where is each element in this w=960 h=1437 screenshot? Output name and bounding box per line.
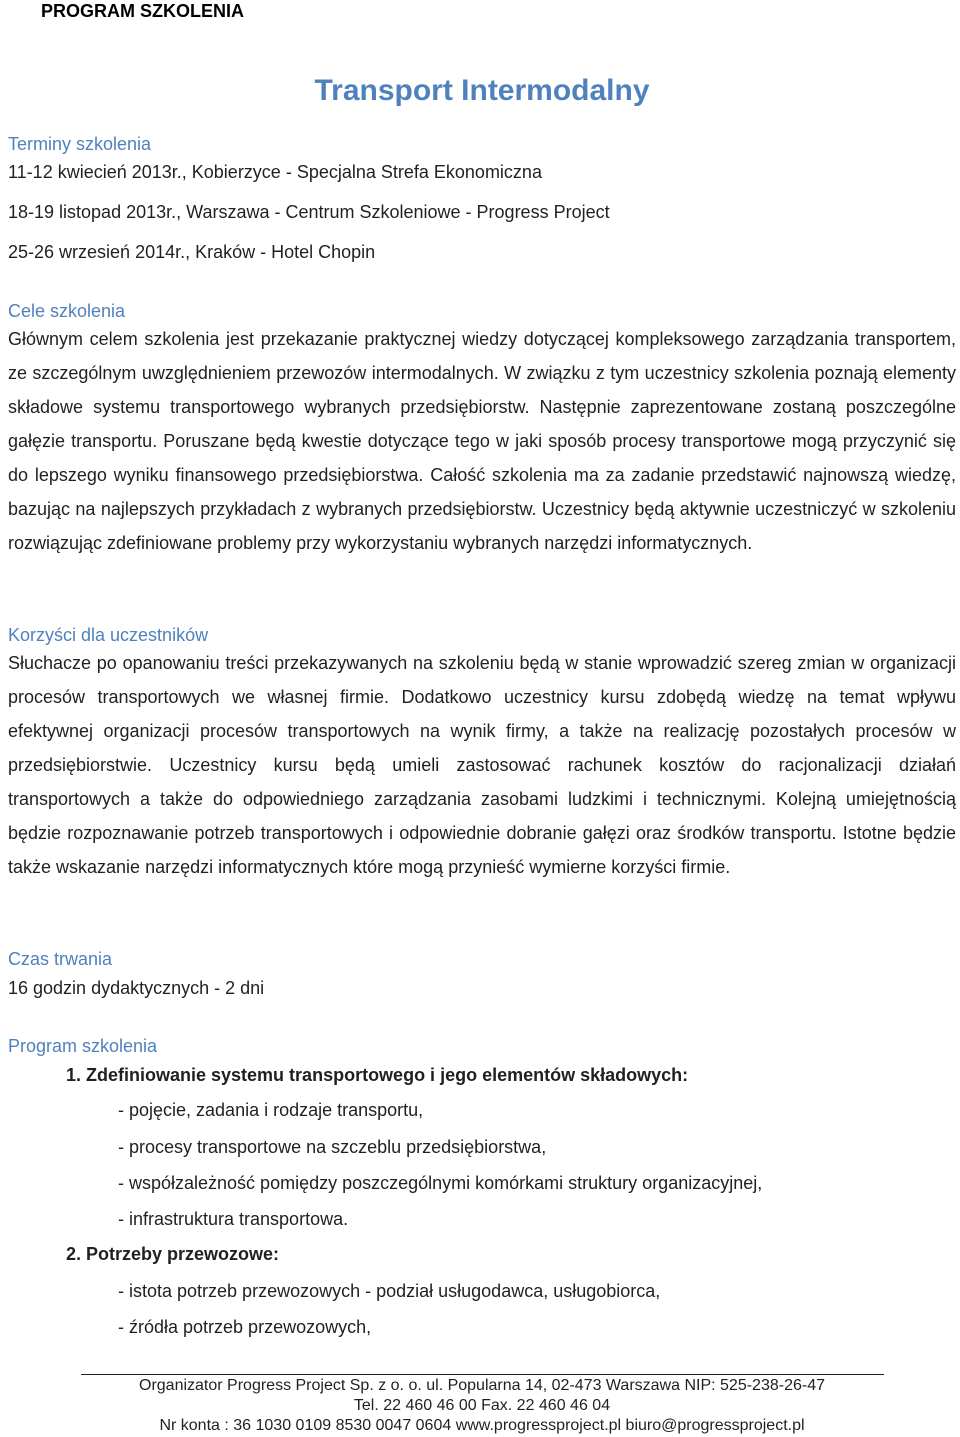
term-item-text: 18-19 listopad 2013r., Warszawa - Centrum Szkoleniowe - Progress Project — [8, 202, 610, 222]
program-item-title: 2. Potrzeby przewozowe: — [66, 1244, 280, 1264]
section-heading-duration: Czas trwania — [8, 949, 113, 969]
term-item — [8, 201, 956, 223]
footer-line: Organizator Progress Project Sp. z o. o. ul. Popularna 14, 02-473 Warszawa NIP: 525-238-26-47 — [139, 1377, 825, 1394]
document-title: Transport Intermodalny — [314, 74, 650, 107]
footer-divider — [81, 1374, 884, 1375]
benefits-paragraph-container — [8, 646, 956, 884]
duration-value: 16 godzin dydaktycznych - 2 dni — [8, 978, 265, 998]
duration-value-container — [8, 977, 956, 999]
term-item-text: 25-26 wrzesień 2014r., Kraków - Hotel Chopin — [8, 242, 376, 262]
section-duration — [8, 948, 956, 970]
document-header-label: PROGRAM SZKOLENIA — [41, 1, 245, 21]
program-subitem: - współzależność pomiędzy poszczególnymi komórkami struktury organizacyjnej, — [118, 1173, 763, 1193]
benefits-paragraph: Słuchacze po opanowaniu treści przekazywanych na szkoleniu będą w stanie wprowadzić szereg zmian w organizacji procesów transportowych we własnej firmie. Dodatkowo uczestnicy kursu zdobędą wiedzę na temat wpływu efektywnej organizacji procesów transportowych na wynik firmy, a także na realizację pozostałych procesów w przedsiębiorstwie. Uczestnicy kursu będą umieli zastosować rachunek kosztów do racjonalizacji działań transportowych a także do odpowiedniego zarządzania zasobami ludzkimi i technicznymi. Kolejną umiejętnością będzie rozpoznawanie potrzeb transportowych i odpowiednie dobranie gałęzi oraz środków transportu. Istotne będzie także wskazanie narzędzi informatycznych które mogą przynieść wymierne korzyści firmie. — [8, 653, 956, 877]
goals-paragraph-container — [8, 322, 956, 560]
section-heading-benefits: Korzyści dla uczestników — [8, 625, 209, 645]
section-terms — [8, 133, 956, 155]
program-subitem: - infrastruktura transportowa. — [118, 1209, 349, 1229]
program-subitem: - pojęcie, zadania i rodzaje transportu, — [118, 1100, 424, 1120]
term-item-text: 11-12 kwiecień 2013r., Kobierzyce - Specjalna Strefa Ekonomiczna — [8, 162, 542, 182]
section-benefits — [8, 624, 956, 646]
program-item-title: 1. Zdefiniowanie systemu transportowego i jego elementów składowych: — [66, 1065, 689, 1085]
section-heading-terms: Terminy szkolenia — [8, 134, 152, 154]
footer-line: Tel. 22 460 46 00 Fax. 22 460 46 04 — [353, 1397, 611, 1414]
section-program — [8, 1035, 956, 1057]
footer-line: Nr konta : 36 1030 0109 8530 0047 0604 www.progressproject.pl biuro@progressproject.pl — [159, 1417, 805, 1434]
program-subitem: - istota potrzeb przewozowych - podział usługodawca, usługobiorca, — [118, 1281, 661, 1301]
section-heading-program: Program szkolenia — [8, 1036, 158, 1056]
program-subitem: - procesy transportowe na szczeblu przedsiębiorstwa, — [118, 1137, 547, 1157]
program-subitem: - źródła potrzeb przewozowych, — [118, 1317, 372, 1337]
section-goals — [8, 300, 956, 322]
section-heading-goals: Cele szkolenia — [8, 301, 126, 321]
goals-paragraph: Głównym celem szkolenia jest przekazanie praktycznej wiedzy dotyczącej kompleksowego zarządzania transportem, ze szczególnym uwzględnieniem przewozów intermodalnych. W związku z tym uczestnicy szkolenia poznają elementy składowe systemu transportowego wybranych przedsiębiorstw. Następnie zaprezentowane zostaną poszczególne gałęzie transportu. Poruszane będą kwestie dotyczące tego w jaki sposób procesy transportowe mogą przyczynić się do lepszego wyniku finansowego przedsiębiorstwa. Całość szkolenia ma za zadanie przedstawić najnowszą wiedzę, bazując na najlepszych przykładach z wybranych przedsiębiorstw. Uczestnicy będą aktywnie uczestniczyć w szkoleniu rozwiązując zdefiniowane problemy przy wykorzystaniu wybranych narzędzi informatycznych. — [8, 329, 956, 553]
term-item — [8, 161, 956, 183]
term-item — [8, 241, 956, 263]
